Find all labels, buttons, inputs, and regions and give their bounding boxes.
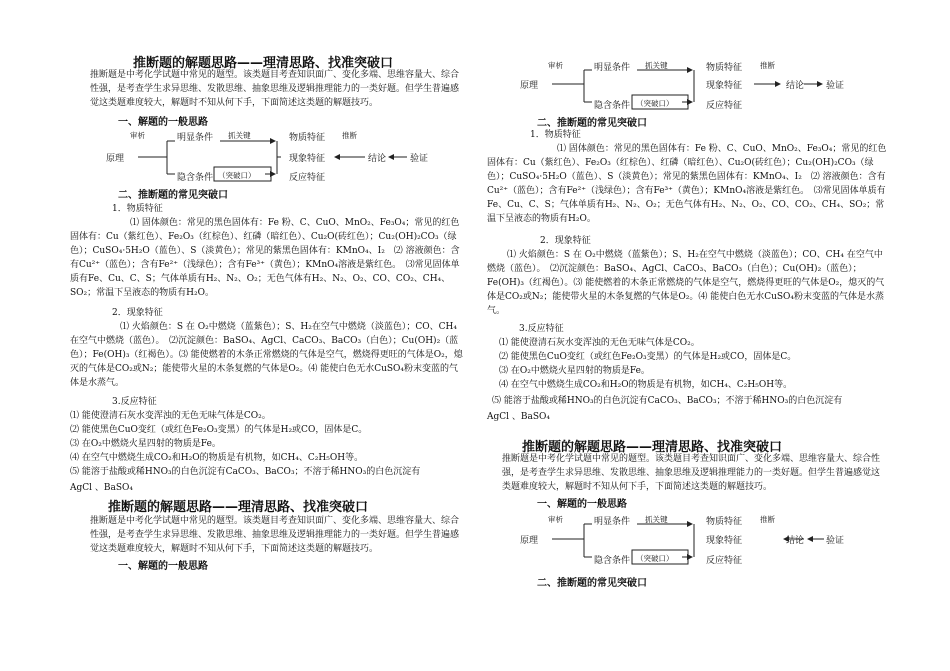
flow-label-jielun: 结论 [786, 536, 805, 546]
flow-label-mingxian: 明显条件 [594, 517, 631, 527]
material-feature-text: ⑴ 固体颜色：常见的黑色固体有：Fe 粉、C、CuO、MnO₂、Fe₃O₄；常见的红色固体有：Cu（紫红色）、Fe₂O₃（红棕色）、红磷（暗红色）、Cu₂O(砖红色）；Cu₂(OH)₂CO₃（绿色）；CuSO₄·5H₂O（蓝色）、S（淡黄色）；常见的紫黑色固体有：KMnO₄、I₂ ⑵ 溶液颜色：含有Cu²⁺（蓝色）；含有Fe²⁺（浅绿色）；含有Fe³⁺（黄色）；KMnO₄溶液是紫红色。 ⑶常见固体单质有Fe、Cu、C、S；气体单质有H₂、N₂、O₂；无色气体有H₂、N₂、O₂、CO、CO₂、CH₄、SO₂；常温下呈液态的物质有H₂O。 [70, 218, 460, 298]
flow-arrows [512, 58, 862, 114]
reaction-item-4: ⑷ 在空气中燃烧生成CO₂和H₂O的物质是有机物，如CH₄、C₂H₅OH等。 [499, 380, 793, 390]
reaction-item-3: ⑶ 在O₂中燃烧火星四射的物质是Fe。 [70, 439, 221, 449]
page-title-repeat: 推断题的解题思路——理清思路、找准突破口 [522, 440, 783, 455]
flow-label-wuzhi: 物质特征 [289, 133, 326, 143]
flow-label-xianxiang: 现象特征 [706, 81, 743, 91]
flow-label-shenxi: 审析 [548, 515, 563, 524]
flow-label-tuiduan: 推断 [760, 515, 775, 524]
flow-label-yinhan: 隐含条件 [594, 556, 631, 566]
flow-label-yuanli: 原理 [520, 81, 539, 91]
section-heading-breakthrough: 二、推断题的常见突破口 [118, 190, 228, 201]
intro-paragraph: 推断题是中考化学试题中常见的题型。该类题目考查知识面广、变化多端、思维容量大、综合性强，是考查学生求异思维、发散思维、抽象思维及逻辑推理能力的一类好题。但学生普遍感觉这类题难度较大，解题时不知从何下手，下面简述这类题的解题技巧。 [90, 70, 460, 108]
flow-label-fanying: 反应特征 [706, 556, 743, 566]
flow-label-tupokou: （突破口） [636, 554, 674, 563]
flow-label-zhuaguanjian: 抓关键 [645, 515, 668, 524]
flow-label-zhuaguanjian: 抓关键 [645, 61, 668, 70]
reaction-item-1: ⑴ 能使澄清石灰水变浑浊的无色无味气体是CO₂。 [70, 411, 271, 421]
flow-label-fanying: 反应特征 [289, 173, 326, 183]
page-title-repeat: 推断题的解题思路——理清思路、找准突破口 [108, 500, 369, 515]
flow-label-yinhan: 隐含条件 [177, 173, 214, 183]
phenomenon-feature-text: ⑴ 火焰颜色：S 在 O₂中燃烧（蓝紫色）；S、H₂在空气中燃烧（淡蓝色）；CO、CH₄ 在空气中燃烧（蓝色）。 ⑵沉淀颜色：BaSO₄、AgCl、CaCO₃、BaCO₃（白色）；Cu(OH)₂（蓝色）；Fe(OH)₃（红褐色）。⑶ 能使燃着的木条正常燃烧的气体是空气，燃烧得更旺的气体是O₂，熄灭的气体是CO₂或N₂；能使带火星的木条复燃的气体是O₂。⑷ 能使白色无水CuSO₄粉末变蓝的气体是水蒸气。 [487, 250, 885, 316]
flow-label-mingxian: 明显条件 [594, 63, 631, 73]
sub-heading-reaction: 3.反应特征 [519, 324, 564, 334]
sub-heading-phenomenon: 2．现象特征 [540, 236, 591, 246]
sub-heading-material: 1．物质特征 [530, 130, 581, 140]
sub-heading-material: 1．物质特征 [112, 204, 163, 214]
intro-paragraph-repeat: 推断题是中考化学试题中常见的题型。该类题目考查知识面广、变化多端、思维容量大、综合性强，是考查学生求异思维、发散思维、抽象思维及逻辑推理能力的一类好题。但学生普遍感觉这类题难度较大，解题时不知从何下手，下面简述这类题的解题技巧。 [502, 454, 881, 492]
reaction-item-3: ⑶ 在O₂中燃烧火星四射的物质是Fe。 [499, 366, 650, 376]
flow-label-tuiduan: 推断 [760, 61, 775, 70]
sub-heading-reaction: 3.反应特征 [112, 397, 157, 407]
section-heading-general-repeat: 一、解题的一般思路 [118, 561, 208, 572]
reaction-item-2: ⑵ 能使黑色CuO变红（或红色Fe₂O₃变黑）的气体是H₂或CO，固体是C。 [70, 425, 368, 435]
section-heading-general: 一、解题的一般思路 [118, 117, 208, 128]
sub-heading-phenomenon: 2．现象特征 [112, 308, 163, 318]
flow-label-mingxian: 明显条件 [177, 133, 214, 143]
flow-label-shenxi: 审析 [130, 131, 145, 140]
flow-arrows [95, 128, 445, 186]
flow-label-yuanli: 原理 [106, 154, 125, 164]
material-feature-text: ⑴ 固体颜色：常见的黑色固体有：Fe 粉、C、CuO、MnO₂、Fe₃O₄；常见的红色固体有：Cu（紫红色）、Fe₂O₃（红棕色）、红磷（暗红色）、Cu₂O(砖红色）；Cu₂(OH)₂CO₃（绿色）；CuSO₄·5H₂O（蓝色）、S（淡黄色）；常见的紫黑色固体有：KMnO₄、I₂ ⑵ 溶液颜色：含有Cu²⁺（蓝色）；含有Fe²⁺（浅绿色）；含有Fe³⁺（黄色）；KMnO₄溶液是紫红色。 ⑶常见固体单质有Fe、Cu、C、S；气体单质有H₂、N₂、O₂；无色气体有H₂、N₂、O₂、CO、CO₂、CH₄、SO₂；常温下呈液态的物质有H₂O。 [487, 144, 887, 224]
flow-label-yuanli: 原理 [520, 536, 539, 546]
flow-label-jielun: 结论 [786, 81, 805, 91]
reaction-item-2: ⑵ 能使黑色CuO变红（或红色Fe₂O₃变黑）的气体是H₂或CO，固体是C。 [499, 352, 797, 362]
flow-label-xianxiang: 现象特征 [289, 154, 326, 164]
flow-label-shenxi: 审析 [548, 61, 563, 70]
flow-label-tupokou: （突破口） [636, 99, 674, 108]
flow-label-yanzheng: 验证 [410, 154, 429, 164]
flow-label-tupokou: （突破口） [218, 171, 256, 180]
reaction-item-5: ⑸ 能溶于盐酸或稀HNO₃的白色沉淀有CaCO₃、BaCO₃；不溶于稀HNO₃的白色沉淀有 [492, 396, 843, 406]
reaction-item-4: ⑷ 在空气中燃烧生成CO₂和H₂O的物质是有机物，如CH₄、C₂H₅OH等。 [70, 453, 364, 463]
flow-label-zhuaguanjian: 抓关键 [228, 131, 251, 140]
flow-label-tuiduan: 推断 [342, 131, 357, 140]
page-title: 推断题的解题思路——理清思路、找准突破口 [133, 56, 394, 71]
reaction-item-6: AgCl 、BaSO₄ [487, 412, 551, 422]
flow-label-yanzheng: 验证 [826, 81, 845, 91]
intro-paragraph-repeat: 推断题是中考化学试题中常见的题型。该类题目考查知识面广、变化多端、思维容量大、综合性强，是考查学生求异思维、发散思维、抽象思维及逻辑推理能力的一类好题。但学生普遍感觉这类题难度较大，解题时不知从何下手，下面简述这类题的解题技巧。 [90, 516, 460, 554]
reaction-item-6: AgCl 、BaSO₄ [70, 483, 134, 493]
reaction-item-1: ⑴ 能使澄清石灰水变浑浊的无色无味气体是CO₂。 [499, 338, 700, 348]
flow-label-yanzheng: 验证 [826, 536, 845, 546]
section-heading-general-repeat: 一、解题的一般思路 [537, 499, 627, 510]
flow-arrows [512, 512, 862, 570]
flow-label-wuzhi: 物质特征 [706, 63, 743, 73]
phenomenon-feature-text: ⑴ 火焰颜色：S 在 O₂中燃烧（蓝紫色）；S、H₂在空气中燃烧（淡蓝色）；CO、CH₄ 在空气中燃烧（蓝色）。 ⑵沉淀颜色：BaSO₄、AgCl、CaCO₃、BaCO₃（白色）；Cu(OH)₂（蓝色）；Fe(OH)₃（红褐色）。⑶ 能使燃着的木条正常燃烧的气体是空气，燃烧得更旺的气体是O₂，熄灭的气体是CO₂或N₂；能使带火星的木条复燃的气体是O₂。⑷ 能使白色无水CuSO₄粉末变蓝的气体是水蒸气。 [70, 322, 463, 388]
flow-label-wuzhi: 物质特征 [706, 517, 743, 527]
section-heading-breakthrough-repeat: 二、推断题的常见突破口 [537, 578, 647, 589]
flow-label-fanying: 反应特征 [706, 101, 743, 111]
section-heading-breakthrough: 二、推断题的常见突破口 [537, 118, 647, 129]
reaction-item-5: ⑸ 能溶于盐酸或稀HNO₃的白色沉淀有CaCO₃、BaCO₃；不溶于稀HNO₃的白色沉淀有 [70, 467, 421, 477]
flow-label-xianxiang: 现象特征 [706, 536, 743, 546]
flow-label-jielun: 结论 [368, 154, 387, 164]
flow-label-yinhan: 隐含条件 [594, 101, 631, 111]
